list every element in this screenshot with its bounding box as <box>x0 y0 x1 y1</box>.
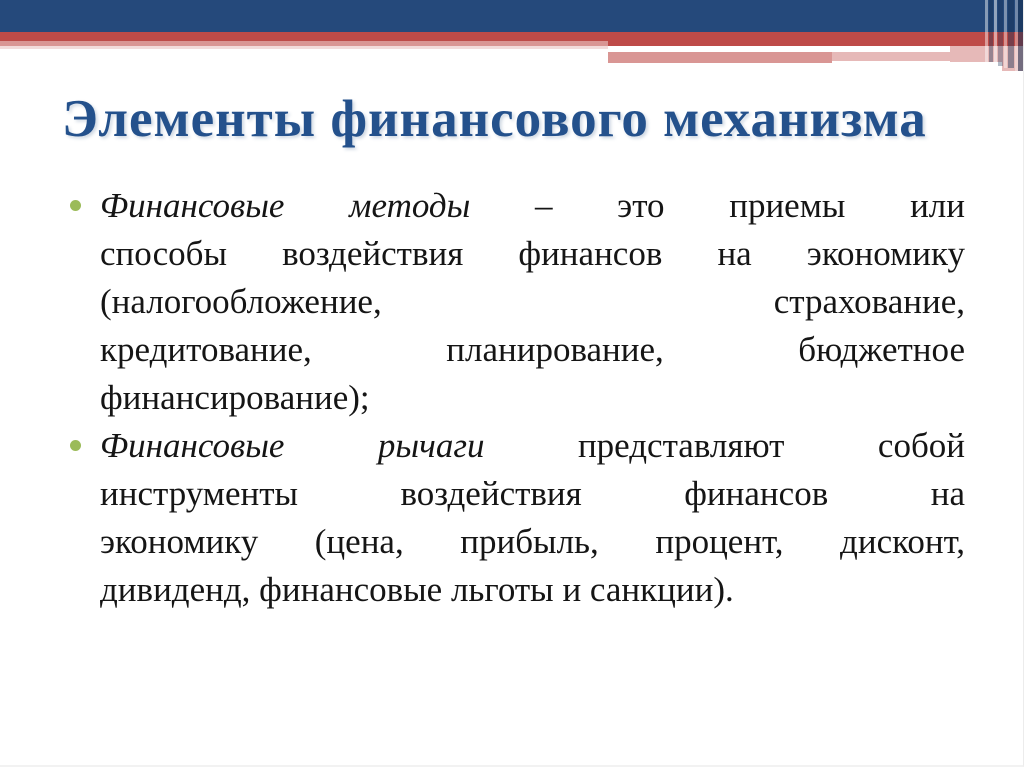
text-line <box>100 422 965 470</box>
text-line <box>100 470 965 518</box>
header-bar-red-left <box>0 32 608 41</box>
text-line <box>100 374 965 422</box>
italic-lead: Финансовые рычаги <box>100 426 485 465</box>
line-text: экономику (цена, прибыль, процент, дисконт, <box>100 522 965 561</box>
text-line <box>100 182 965 230</box>
edge-stripe-icon <box>1004 0 1007 68</box>
slide-title: Элементы финансового механизма <box>62 90 927 148</box>
text-line <box>100 566 965 614</box>
edge-stripe-icon <box>998 0 1003 66</box>
slide-body <box>62 182 965 614</box>
line-text: дивиденд, финансовые льготы и санкции). <box>100 570 734 609</box>
edge-stripe-icon <box>1018 0 1023 71</box>
line-text: инструменты воздействия финансов на <box>100 474 965 513</box>
line-text: (налогообложение, страхование, <box>100 282 965 321</box>
text-line <box>100 326 965 374</box>
bullet-item <box>62 422 965 614</box>
header-bar-blue <box>0 0 1024 32</box>
text-line <box>100 230 965 278</box>
header-bar-faint-left <box>0 46 608 49</box>
line-text: представляют собой <box>484 426 965 465</box>
header-bar-red-right <box>608 32 1024 46</box>
text-line <box>100 518 965 566</box>
edge-stripe-icon <box>985 0 988 62</box>
edge-stripe-icon <box>989 0 993 62</box>
header-bar-pink-right <box>608 52 832 63</box>
line-text: финансирование); <box>100 378 370 417</box>
edge-stripe-icon <box>1008 0 1014 68</box>
line-text: кредитование, планирование, бюджетное <box>100 330 965 369</box>
bullet-dot-icon <box>70 200 81 211</box>
bullet-dot-icon <box>70 440 81 451</box>
text-line <box>100 278 965 326</box>
edge-stripe-icon <box>994 0 997 62</box>
bullet-item <box>62 182 965 422</box>
line-text: – это приемы или <box>470 186 965 225</box>
header-bar-pinklight-right <box>832 52 1008 61</box>
line-text: способы воздействия финансов на экономику <box>100 234 965 273</box>
italic-lead: Финансовые методы <box>100 186 471 225</box>
